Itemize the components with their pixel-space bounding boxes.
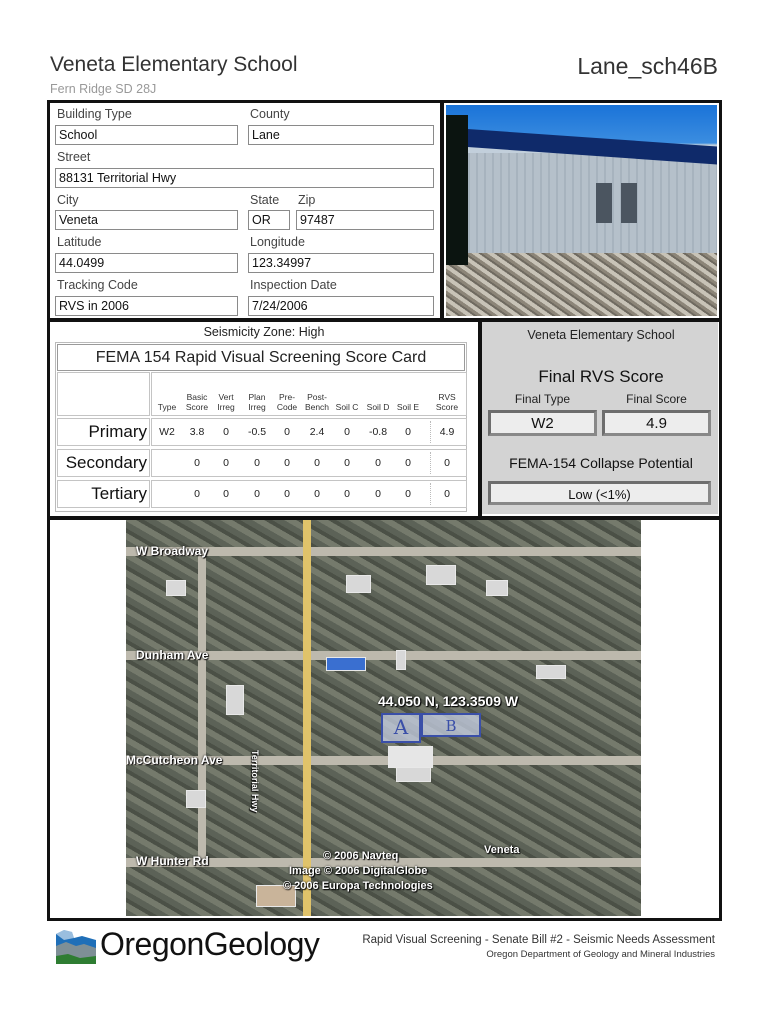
score-cell: 0 xyxy=(284,457,290,469)
county-label: County xyxy=(250,107,290,121)
row-label-primary: Primary xyxy=(88,422,147,441)
column-header xyxy=(332,402,362,412)
score-cell: 0 xyxy=(284,488,290,500)
state-label: State xyxy=(250,193,280,207)
city-field: Veneta xyxy=(55,210,238,230)
map-label-veneta: Veneta xyxy=(484,844,520,856)
score-cell: 0 xyxy=(405,457,411,469)
column-header xyxy=(272,392,302,412)
latitude-label: Latitude xyxy=(57,235,102,249)
score-cell: 0 xyxy=(223,426,229,438)
score-cell: -0.8 xyxy=(368,426,388,438)
building-a-marker: A xyxy=(381,713,421,743)
street-field: 88131 Territorial Hwy xyxy=(55,168,434,188)
column-header-line: Score xyxy=(185,402,209,412)
collapse-heading: FEMA-154 Collapse Potential xyxy=(509,455,693,471)
rvs-separator xyxy=(430,452,431,474)
score-cell: 0 xyxy=(314,457,320,469)
score-cell: 0 xyxy=(444,488,450,500)
building-photo xyxy=(446,105,717,316)
collapse-value: Low (<1%) xyxy=(488,481,711,505)
map-credit-navteq: © 2006 Navteq xyxy=(323,850,399,862)
zip-label: Zip xyxy=(298,193,316,207)
building-b-marker: B xyxy=(421,713,481,737)
column-header xyxy=(152,402,182,412)
footer-line-2: Oregon Department of Geology and Mineral Industries xyxy=(486,949,715,960)
score-cell: 0 xyxy=(344,426,350,438)
state-field: OR xyxy=(248,210,290,230)
latitude-field: 44.0499 xyxy=(55,253,238,273)
map-coordinate-label: 44.050 N, 123.3509 W xyxy=(378,693,519,709)
column-header-line: Post- xyxy=(307,392,327,402)
oregon-geology-logo-icon xyxy=(54,928,98,966)
score-cell: 0 xyxy=(254,488,260,500)
column-header-line: Score xyxy=(435,402,459,412)
seismicity-zone: Seismicity Zone: High xyxy=(203,325,325,339)
column-header-line: Irreg xyxy=(217,402,235,412)
score-cell: 4.9 xyxy=(439,426,455,438)
rvs-separator xyxy=(430,421,431,443)
street-label: Street xyxy=(57,150,91,164)
final-type-value: W2 xyxy=(488,410,597,436)
score-cell: 0 xyxy=(344,488,350,500)
column-header-line: Soil E xyxy=(396,402,420,412)
tracking-code-label: Tracking Code xyxy=(57,278,138,292)
score-cell: W2 xyxy=(159,426,175,438)
column-header-line: Type xyxy=(157,402,177,412)
column-header-line: Pre- xyxy=(278,392,296,402)
column-header-line: Plan xyxy=(248,392,266,402)
column-header-line: Soil C xyxy=(335,402,359,412)
column-header-line: Basic xyxy=(186,392,208,402)
zip-field: 97487 xyxy=(296,210,434,230)
building-type-label: Building Type xyxy=(57,107,132,121)
page-title: Veneta Elementary School xyxy=(50,53,298,76)
city-label: City xyxy=(57,193,79,207)
column-header-line: Code xyxy=(276,402,298,412)
column-header xyxy=(363,402,393,412)
column-header xyxy=(182,392,212,412)
score-cell: 0 xyxy=(444,457,450,469)
score-cell: 2.4 xyxy=(309,426,325,438)
row-label-secondary: Secondary xyxy=(65,453,147,472)
column-header-line: Irreg xyxy=(248,402,266,412)
score-cell: 0 xyxy=(223,488,229,500)
column-header-line: Vert xyxy=(218,392,234,402)
score-cell: 0 xyxy=(375,488,381,500)
column-header-line: Soil D xyxy=(366,402,390,412)
column-header xyxy=(242,392,272,412)
map-label-mccutcheon: McCutcheon Ave xyxy=(126,753,223,767)
final-school-name: Veneta Elementary School xyxy=(527,328,675,342)
column-header xyxy=(430,392,464,412)
aerial-map xyxy=(126,520,641,916)
longitude-field: 123.34997 xyxy=(248,253,434,273)
map-label-territorial: Territorial Hwy xyxy=(250,750,260,813)
rvs-separator xyxy=(430,483,431,505)
final-score-value: 4.9 xyxy=(602,410,711,436)
header-label-cell xyxy=(57,372,150,416)
column-header-line: RVS xyxy=(438,392,456,402)
score-cell: 0 xyxy=(194,488,200,500)
site-id: Lane_sch46B xyxy=(577,53,718,79)
score-cell: 0 xyxy=(254,457,260,469)
score-cell: 0 xyxy=(194,457,200,469)
district-name: Fern Ridge SD 28J xyxy=(50,82,157,96)
map-label-dunham: Dunham Ave xyxy=(136,648,209,662)
column-header xyxy=(302,392,332,412)
final-rvs-heading: Final RVS Score xyxy=(538,367,664,386)
map-label-w-broadway: W Broadway xyxy=(136,544,209,558)
final-type-label: Final Type xyxy=(514,392,571,406)
score-cell: 0 xyxy=(314,488,320,500)
oregon-geology-logo-text: OregonGeology xyxy=(100,926,320,962)
territorial-hwy-road xyxy=(303,520,311,916)
map-credit-digitalglobe: Image © 2006 DigitalGlobe xyxy=(289,865,428,877)
final-score-label: Final Score xyxy=(626,392,687,406)
score-cell: -0.5 xyxy=(247,426,267,438)
scorecard-title: FEMA 154 Rapid Visual Screening Score Card xyxy=(57,344,465,371)
score-cell: 0 xyxy=(223,457,229,469)
footer-line-1: Rapid Visual Screening - Senate Bill #2 - Seismic Needs Assessment xyxy=(362,934,715,946)
column-header-line: Bench xyxy=(304,402,330,412)
score-cell: 0 xyxy=(405,488,411,500)
score-cell: 0 xyxy=(344,457,350,469)
score-cell: 0 xyxy=(284,426,290,438)
inspection-date-label: Inspection Date xyxy=(250,278,337,292)
map-label-hunter: W Hunter Rd xyxy=(136,854,209,868)
score-cell: 0 xyxy=(375,457,381,469)
column-header xyxy=(393,402,423,412)
row-label-tertiary: Tertiary xyxy=(91,484,147,503)
map-credit-europa: © 2006 Europa Technologies xyxy=(283,880,433,892)
longitude-label: Longitude xyxy=(250,235,305,249)
tracking-code-field: RVS in 2006 xyxy=(55,296,238,316)
score-cell: 3.8 xyxy=(189,426,205,438)
column-header xyxy=(211,392,241,412)
inspection-date-field: 7/24/2006 xyxy=(248,296,434,316)
county-field: Lane xyxy=(248,125,434,145)
building-type-field: School xyxy=(55,125,238,145)
score-cell: 0 xyxy=(405,426,411,438)
